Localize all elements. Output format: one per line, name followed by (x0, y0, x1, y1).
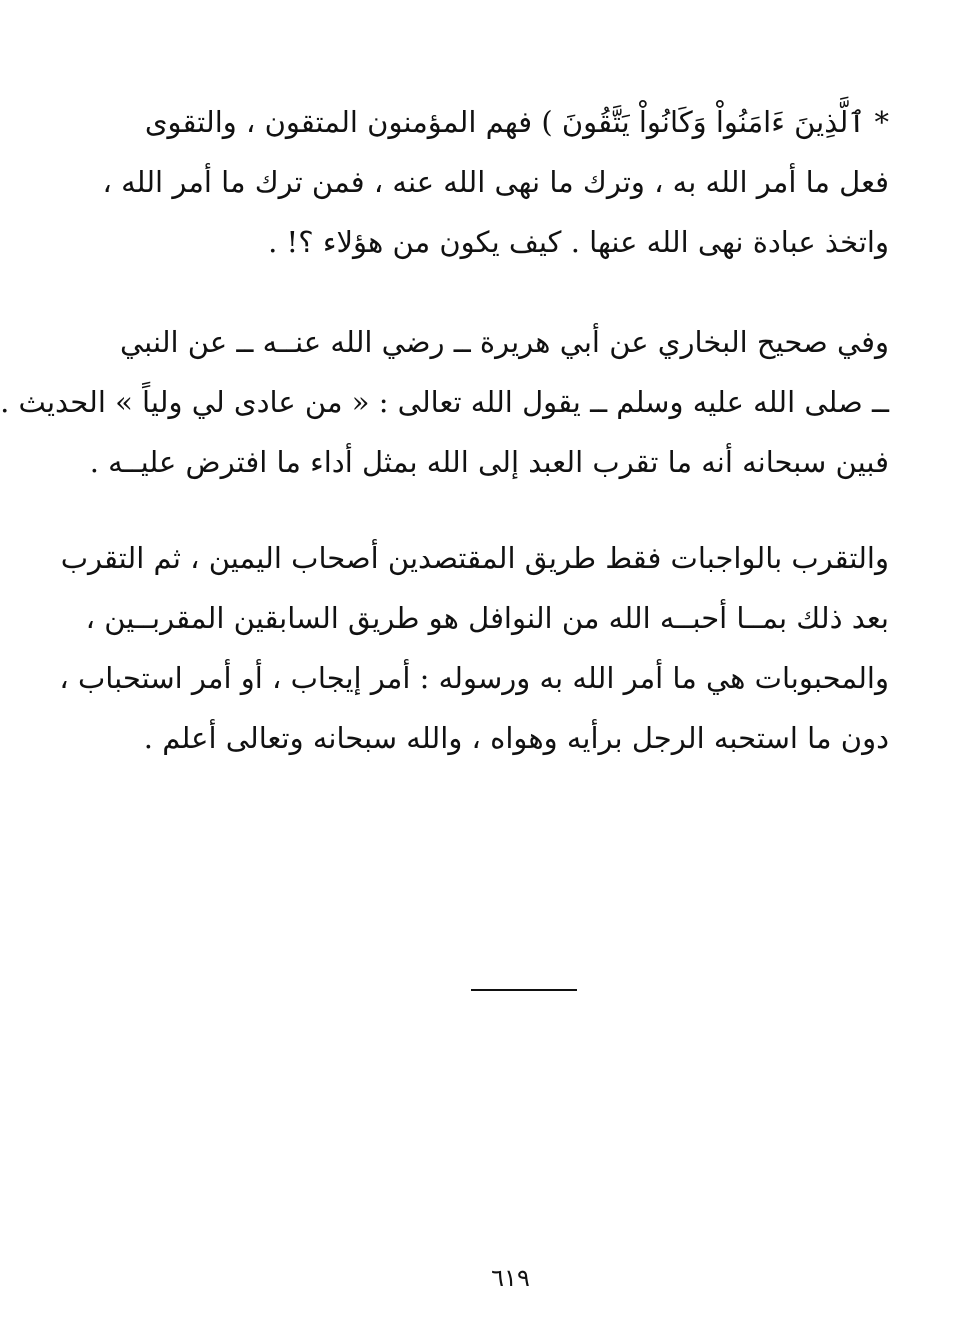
page-number: ٦١٩ (491, 1264, 530, 1292)
text-line: دون ما استحبه الرجل برأيه وهواه ، والله سبحانه وتعالى أعلم . (143, 721, 889, 755)
text-line: ــ صلى الله عليه وسلم ــ يقول الله تعالى : « من عادى لي ولياً » الحديث . (0, 385, 889, 419)
text-line: وفي صحيح البخاري عن أبي هريرة ــ رضي الله عنــه ــ عن النبي (120, 325, 889, 359)
text-line: بعد ذلك بمــا أحبــه الله من النوافل هو طريق السابقين المقربــين ، (85, 601, 889, 635)
text-line: واتخذ عبادة نهى الله عنها . كيف يكون من هؤلاء ؟! . (268, 225, 889, 259)
text-line: والمحبوبات هي ما أمر الله به ورسوله : أمر إيجاب ، أو أمر استحباب ، (59, 661, 889, 695)
paragraph-2 (0, 312, 889, 492)
text-line: فعل ما أمر الله به ، وترك ما نهى الله عنه ، فمن ترك ما أمر الله ، (102, 165, 889, 199)
text-line: والتقرب بالواجبات فقط طريق المقتصدين أصحاب اليمين ، ثم التقرب (60, 541, 889, 575)
paragraph-1 (102, 92, 889, 272)
end-of-section-divider (471, 989, 577, 991)
text-line: فبين سبحانه أنه ما تقرب العبد إلى الله بمثل أداء ما افترض عليــه . (89, 445, 889, 479)
text-line: * ٱلَّذِينَ ءَامَنُواْ وَكَانُواْ يَتَّقُونَ ) فهم المؤمنون المتقون ، والتقوى (144, 105, 889, 139)
paragraph-3 (59, 528, 889, 768)
